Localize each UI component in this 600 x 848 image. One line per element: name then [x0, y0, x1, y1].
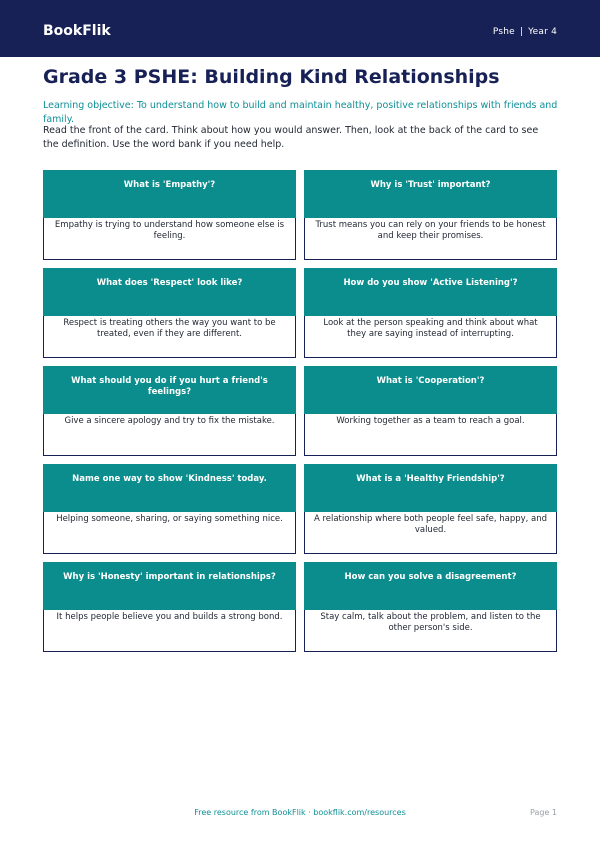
card-back: Stay calm, talk about the problem, and listen to the other person's side.	[304, 610, 557, 652]
learning-objective: Learning objective: To understand how to build and maintain healthy, positive relationships with friends and family.	[43, 100, 558, 125]
page-header	[0, 0, 600, 57]
card-back: Trust means you can rely on your friends to be honest and keep their promises.	[304, 218, 557, 260]
flashcard	[304, 366, 557, 456]
card-front: What should you do if you hurt a friend's feelings?	[43, 366, 296, 414]
footer-resource-link[interactable]: Free resource from BookFlik · bookflik.com/resources	[194, 808, 406, 817]
card-front: What does 'Respect' look like?	[43, 268, 296, 316]
flashcard	[43, 562, 296, 652]
card-front: What is 'Cooperation'?	[304, 366, 557, 414]
brand-logo: BookFlik	[43, 23, 111, 39]
flashcard	[43, 464, 296, 554]
card-back: Look at the person speaking and think about what they are saying instead of interrupting.	[304, 316, 557, 358]
card-back: Working together as a team to reach a goal.	[304, 414, 557, 456]
instructions: Read the front of the card. Think about how you would answer. Then, look at the back of the card to see the definition. Use the word bank if you need help.	[43, 125, 539, 150]
flashcard	[304, 170, 557, 260]
page-title: Grade 3 PSHE: Building Kind Relationships	[43, 66, 500, 88]
card-front: How do you show 'Active Listening'?	[304, 268, 557, 316]
page-number: Page 1	[530, 808, 557, 817]
flashcard	[304, 464, 557, 554]
card-back: Respect is treating others the way you want to be treated, even if they are different.	[43, 316, 296, 358]
card-back: Give a sincere apology and try to fix the mistake.	[43, 414, 296, 456]
flashcard	[304, 268, 557, 358]
card-front: Why is 'Trust' important?	[304, 170, 557, 218]
flashcard	[43, 170, 296, 260]
flashcard	[43, 366, 296, 456]
card-back: Helping someone, sharing, or saying something nice.	[43, 512, 296, 554]
card-front: What is 'Empathy'?	[43, 170, 296, 218]
year-label: Year 4	[528, 27, 557, 37]
card-front: Why is 'Honesty' important in relationships?	[43, 562, 296, 610]
card-front: How can you solve a disagreement?	[304, 562, 557, 610]
flashcard	[43, 268, 296, 358]
flashcard	[304, 562, 557, 652]
card-back: A relationship where both people feel safe, happy, and valued.	[304, 512, 557, 554]
card-back: Empathy is trying to understand how someone else is feeling.	[43, 218, 296, 260]
meta-separator: |	[519, 27, 524, 37]
card-back: It helps people believe you and builds a strong bond.	[43, 610, 296, 652]
subject-label: Pshe	[492, 27, 515, 37]
subject-year	[493, 26, 557, 38]
card-front: Name one way to show 'Kindness' today.	[43, 464, 296, 512]
card-front: What is a 'Healthy Friendship'?	[304, 464, 557, 512]
flashcard-grid	[43, 170, 557, 652]
